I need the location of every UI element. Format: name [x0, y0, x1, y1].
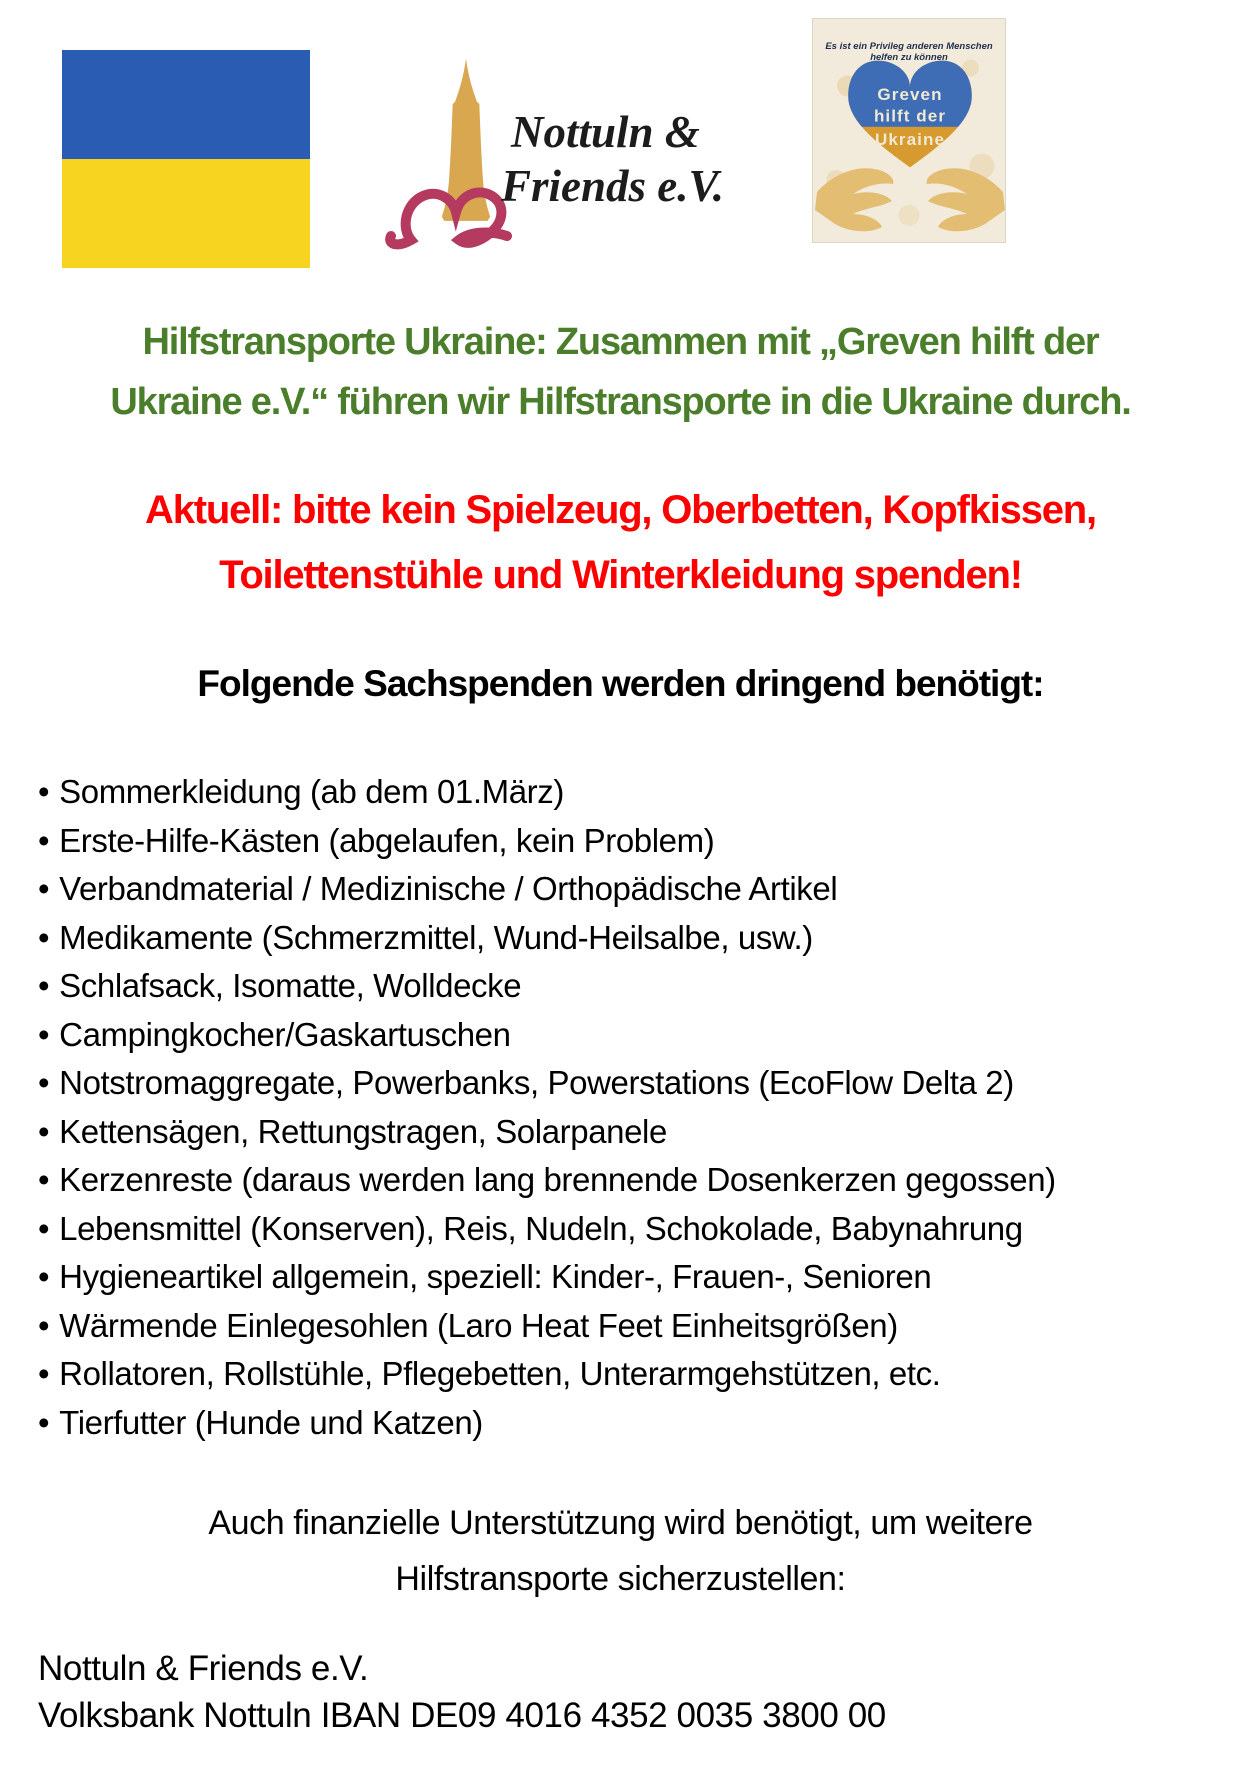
- list-item: [38, 1302, 1208, 1351]
- heart-text-line1: Greven: [877, 85, 943, 105]
- bullet-icon: •: [38, 870, 50, 907]
- list-item: [38, 1205, 1208, 1254]
- photo-caption: Es ist ein Privileg anderen Menschen helfen zu können: [825, 41, 993, 63]
- financial-note-line2: Hilfstransporte sicherzustellen:: [395, 1560, 846, 1598]
- bank-details: Volksbank Nottuln IBAN DE09 4016 4352 0035 3800 00: [38, 1696, 886, 1735]
- list-item-text: Verbandmaterial / Medizinische / Orthopädische Artikel: [59, 870, 838, 907]
- green-heading-line1: Hilfstransporte Ukraine: Zusammen mit „Greven hilft der: [142, 321, 1099, 363]
- list-item: [38, 1059, 1208, 1108]
- ukraine-flag: [62, 50, 310, 268]
- bullet-icon: •: [38, 1161, 50, 1198]
- financial-note-line1: Auch finanzielle Unterstützung wird benötigt, um weitere: [208, 1504, 1033, 1542]
- heart-text-line2: hilft der: [873, 106, 947, 126]
- flag-blue-stripe: [62, 50, 310, 159]
- list-item-text: Kettensägen, Rettungstragen, Solarpanele: [59, 1112, 667, 1150]
- list-item-text: Medikamente (Schmerzmittel, Wund-Heilsalbe, usw.): [59, 918, 813, 956]
- list-item-text: Notstromaggregate, Powerbanks, Powerstations (EcoFlow Delta 2): [59, 1064, 1014, 1101]
- list-item-text: Wärmende Einlegesohlen (Laro Heat Feet Einheitsgrößen): [59, 1306, 898, 1344]
- bullet-icon: •: [38, 918, 50, 956]
- list-item-text: Campingkocher/Gaskartuschen: [59, 1015, 511, 1053]
- footer: [38, 1645, 1208, 1739]
- list-item-text: Schlafsack, Isomatte, Wolldecke: [59, 967, 522, 1004]
- list-item: [38, 1399, 1208, 1448]
- org-logo: [383, 48, 753, 248]
- list-item-text: Tierfutter (Hunde und Katzen): [59, 1403, 483, 1441]
- list-item: [38, 1350, 1208, 1399]
- list-item: [38, 1156, 1208, 1205]
- bullet-icon: •: [38, 1306, 50, 1344]
- logo-text-line2: Friends e.V.: [501, 161, 724, 211]
- list-item-text: Kerzenreste (daraus werden lang brennende Dosenkerzen gegossen): [59, 1161, 1056, 1198]
- bullet-icon: •: [38, 1064, 50, 1101]
- list-item-text: Rollatoren, Rollstühle, Pflegebetten, Unterarmgehstützen, etc.: [59, 1355, 941, 1392]
- red-warning-heading: [0, 478, 1241, 608]
- bullet-icon: •: [38, 773, 50, 810]
- bullet-icon: •: [38, 1112, 50, 1150]
- heart-text-line3: Ukraine: [874, 129, 946, 149]
- flag-yellow-stripe: [62, 159, 310, 268]
- list-item: [38, 1253, 1208, 1302]
- greven-hilft-photo: [812, 18, 1006, 243]
- donation-list: [38, 768, 1208, 1447]
- list-item: [38, 1011, 1208, 1060]
- list-item: [38, 817, 1208, 866]
- financial-note: [0, 1495, 1241, 1607]
- bullet-icon: •: [38, 821, 50, 859]
- list-item-text: Erste-Hilfe-Kästen (abgelaufen, kein Problem): [59, 821, 715, 859]
- green-heading-line2: Ukraine e.V.“ führen wir Hilfstransporte in die Ukraine durch.: [110, 381, 1131, 423]
- red-heading-line1: Aktuell: bitte kein Spielzeug, Oberbetten, Kopfkissen,: [145, 488, 1096, 532]
- bullet-icon: •: [38, 1403, 50, 1441]
- list-item: [38, 962, 1208, 1011]
- list-item: [38, 768, 1208, 817]
- list-item: [38, 865, 1208, 914]
- red-heading-line2: Toilettenstühle und Winterkleidung spenden!: [219, 553, 1022, 597]
- list-item: [38, 914, 1208, 963]
- list-item-text: Hygieneartikel allgemein, speziell: Kinder-, Frauen-, Senioren: [59, 1258, 932, 1295]
- bullet-icon: •: [38, 1355, 50, 1392]
- bullet-icon: •: [38, 1209, 50, 1247]
- list-item-text: Lebensmittel (Konserven), Reis, Nudeln, Schokolade, Babynahrung: [59, 1209, 1023, 1247]
- list-intro-heading: Folgende Sachspenden werden dringend benötigt:: [197, 663, 1044, 704]
- bullet-icon: •: [38, 1258, 50, 1295]
- holding-hands-icon: [813, 140, 1007, 240]
- list-item: [38, 1108, 1208, 1157]
- list-item-text: Sommerkleidung (ab dem 01.März): [59, 773, 564, 810]
- green-heading: [0, 312, 1241, 432]
- org-name: Nottuln & Friends e.V.: [38, 1649, 369, 1688]
- logo-text-line1: Nottuln &: [511, 107, 700, 157]
- bullet-icon: •: [38, 1015, 50, 1053]
- bullet-icon: •: [38, 967, 50, 1004]
